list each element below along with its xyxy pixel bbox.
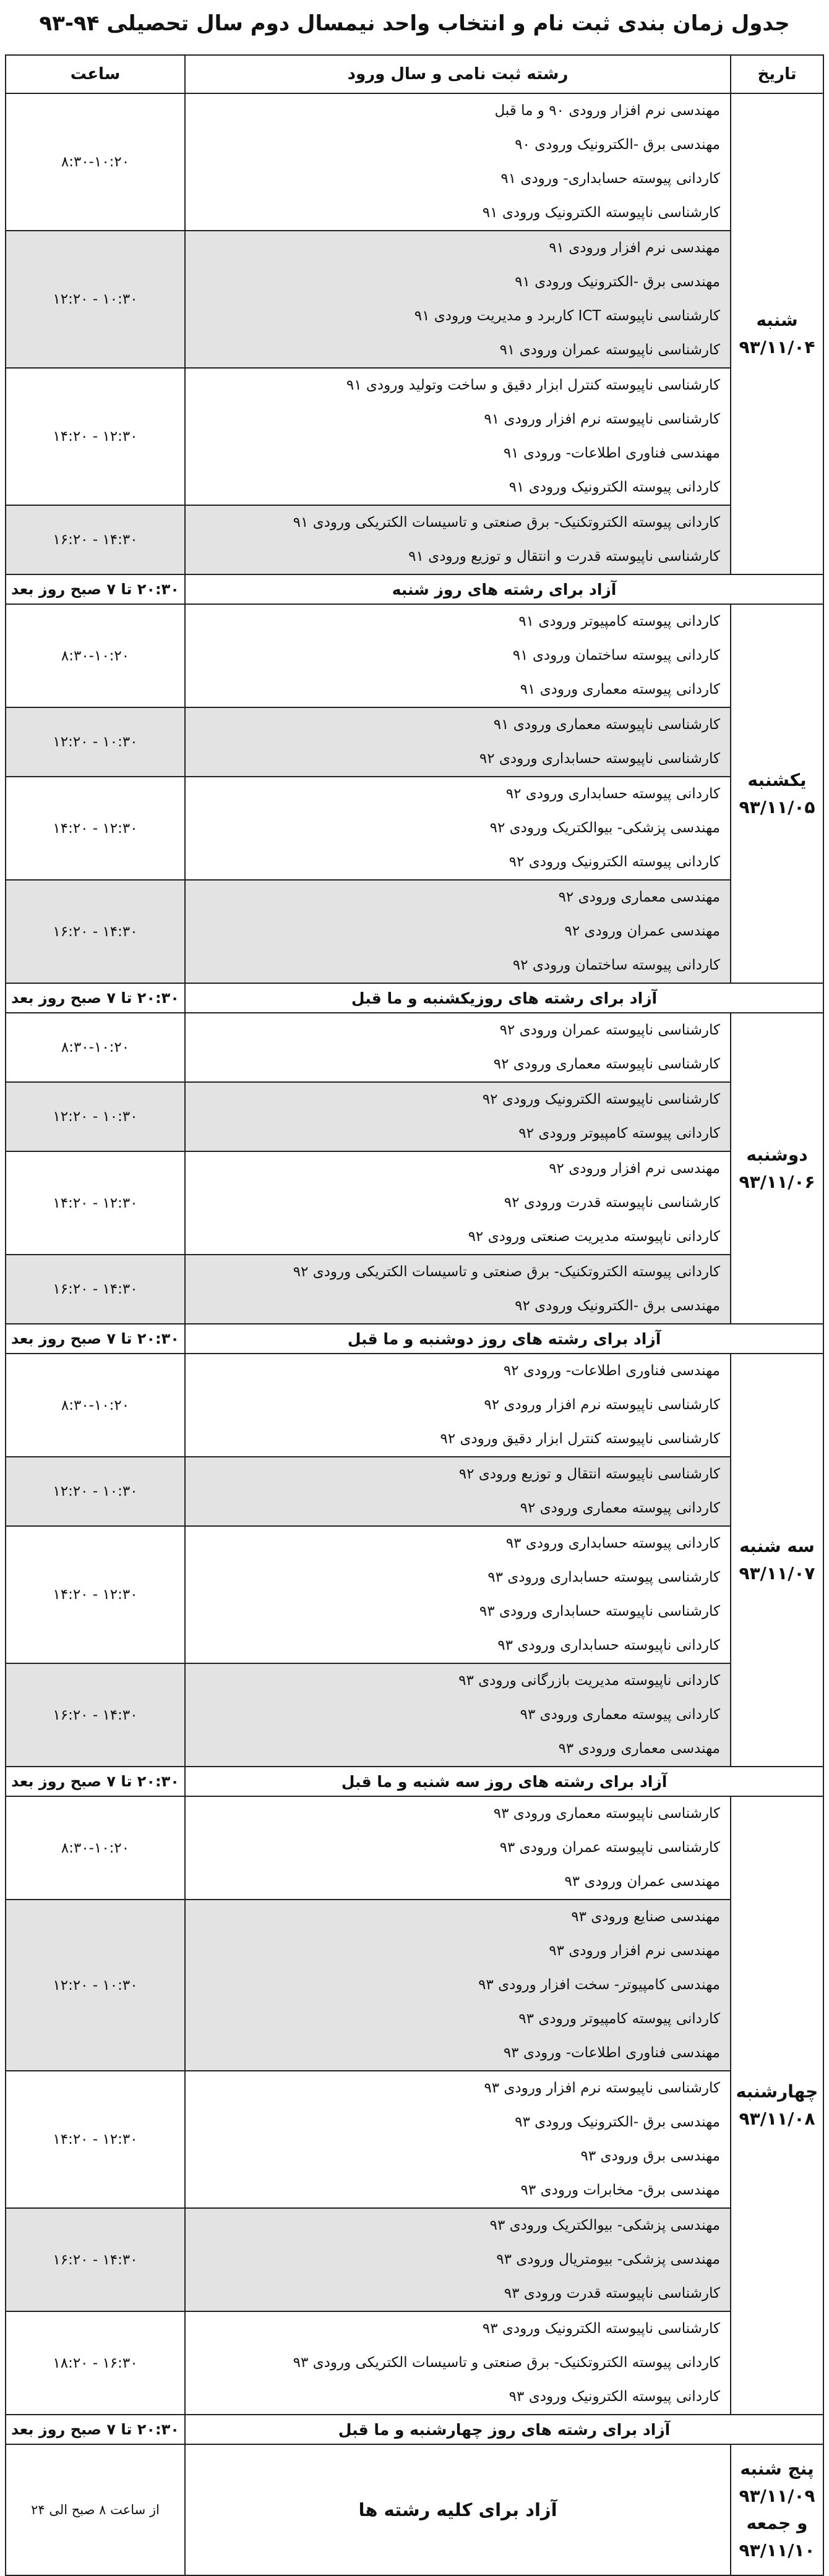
program-line: مهندسی برق -الکترونیک ورودی ۹۳ [515,2114,720,2130]
slot-row [6,505,823,574]
free-time: ۲۰:۳۰ تا ۷ صبح روز بعد [6,2415,185,2444]
time-cell: ۱۲:۳۰ - ۱۴:۲۰ [6,777,185,880]
program-line: کارشناسی ناپیوسته کنترل ابزار دقیق ورودی ۹۲ [440,1431,720,1447]
program-line: مهندسی نرم افزار ورودی ۹۰ و ما قبل [494,103,720,119]
slot-row [6,1796,823,1900]
program-line: مهندسی فناوری اطلاعات- ورودی ۹۱ [503,445,720,461]
slot-row [6,2071,823,2208]
time-cell: ۱۶:۳۰ - ۱۸:۲۰ [6,2311,185,2415]
time-cell: ۱۲:۳۰ - ۱۴:۲۰ [6,1151,185,1255]
program-line: کارشناسی ناپیوسته عمران ورودی ۹۳ [499,1840,720,1856]
free-time: ۲۰:۳۰ تا ۷ صبح روز بعد [6,1767,185,1796]
slot-row [6,1151,823,1255]
program-line: کاردانی پیوسته معماری ورودی ۹۲ [520,1500,720,1516]
free-label: آزاد برای رشته های روز سه شنبه و ما قبل [185,1767,823,1796]
time-cell: ۱۴:۳۰ - ۱۶:۲۰ [6,505,185,574]
programs-cell [185,368,731,505]
slot-row [6,1354,823,1457]
program-line: کاردانی پیوسته ساختمان ورودی ۹۱ [512,647,720,663]
day-date: ۹۳/۱۱/۰۴ [739,337,815,357]
program-line: مهندسی عمران ورودی ۹۳ [564,1874,720,1890]
program-line: مهندسی برق -الکترونیک ورودی ۹۱ [515,274,720,290]
slot-row [6,604,823,707]
slot-row [6,2208,823,2311]
weekend-date-line: ۹۳/۱۱/۱۰ [739,2540,815,2561]
free-time: ۲۰:۳۰ تا ۷ صبح روز بعد [6,574,185,604]
program-line: کارشناسی ناپیوسته عمران ورودی ۹۲ [499,1022,720,1038]
program-line: کاردانی پیوسته حسابداری ورودی ۹۳ [505,1535,720,1551]
programs-cell [185,880,731,983]
slot-row [6,1663,823,1767]
program-line: کاردانی ناپیوسته مدیریت صنعتی ورودی ۹۲ [468,1229,720,1245]
time-cell: ۱۰:۳۰ - ۱۲:۲۰ [6,1900,185,2071]
time-cell: ۸:۳۰-۱۰:۲۰ [6,1013,185,1082]
day-date: ۹۳/۱۱/۰۸ [739,2109,815,2129]
slot-row [6,2311,823,2415]
free-label: آزاد برای رشته های روزیکشنبه و ما قبل [185,983,823,1013]
day-name: یکشنبه [747,769,807,790]
program-line: کاردانی پیوسته الکترونیک ورودی ۹۲ [509,854,720,870]
time-cell: ۱۴:۳۰ - ۱۶:۲۰ [6,2208,185,2311]
program-line: کاردانی ناپیوسته حسابداری ورودی ۹۳ [497,1637,720,1653]
free-time: ۲۰:۳۰ تا ۷ صبح روز بعد [6,983,185,1013]
slot-row [6,1526,823,1663]
program-line: مهندسی برق- مخابرات ورودی ۹۳ [520,2182,720,2198]
program-line: کارشناسی ناپیوسته انتقال و توزیع ورودی ۹۲ [458,1466,720,1482]
day-cell [731,604,823,983]
programs-cell [185,2311,731,2415]
programs-cell [185,604,731,707]
free-row [6,574,823,604]
slot-row [6,1255,823,1324]
program-line: کارشناسی ناپیوسته حسابداری ورودی ۹۳ [479,1603,720,1619]
weekend-row [6,2444,823,2575]
program-line: کاردانی پیوسته کامپیوتر ورودی ۹۲ [518,1125,720,1141]
slot-row [6,368,823,505]
program-line: کارشناسی ناپیوسته الکترونیک ورودی ۹۱ [482,205,720,221]
programs-cell [185,93,731,231]
program-line: مهندسی برق -الکترونیک ورودی ۹۲ [515,1298,720,1314]
page-title: جدول زمان بندی ثبت نام و انتخاب واحد نیمسال دوم سال تحصیلی ۹۴-۹۳ [39,11,790,36]
day-cell [731,1796,823,2415]
free-row [6,1324,823,1354]
header-programs: رشته ثبت نامی و سال ورود [185,55,731,93]
program-line: کارشناسی ناپیوسته معماری ورودی ۹۱ [493,717,720,733]
free-row [6,1767,823,1796]
program-line: کاردانی پیوسته حسابداری- ورودی ۹۱ [500,171,720,187]
day-date: ۹۳/۱۱/۰۵ [739,796,815,817]
day-name: شنبه [756,310,798,330]
program-line: کاردانی پیوسته معماری ورودی ۹۳ [520,1707,720,1723]
program-line: کاردانی پیوسته الکترونیک ورودی ۹۱ [509,479,720,495]
day-cell [731,93,823,574]
program-line: کاردانی ناپیوسته مدیریت بازرگانی ورودی ۹۳ [458,1673,720,1689]
free-label: آزاد برای رشته های روز شنبه [185,574,823,604]
program-line: مهندسی عمران ورودی ۹۲ [564,923,720,939]
programs-cell [185,707,731,777]
program-line: مهندسی نرم افزار ورودی ۹۱ [549,240,720,256]
weekend-date-line: ۹۳/۱۱/۰۹ [739,2486,815,2506]
slot-row [6,707,823,777]
program-line: کارشناسی ناپیوسته قدرت و انتقال و توزیع ورودی ۹۱ [408,548,720,565]
time-cell: ۸:۳۰-۱۰:۲۰ [6,604,185,707]
program-line: مهندسی فناوری اطلاعات- ورودی ۹۲ [503,1363,720,1379]
program-line: مهندسی فناوری اطلاعات- ورودی ۹۳ [503,2045,720,2061]
weekend-date-line: و جمعه [746,2513,808,2533]
day-name: چهارشنبه [736,2081,818,2102]
time-cell: ۱۴:۳۰ - ۱۶:۲۰ [6,1663,185,1767]
program-line: کاردانی پیوسته الکترونیک ورودی ۹۳ [509,2389,720,2405]
time-cell: ۸:۳۰-۱۰:۲۰ [6,1796,185,1900]
programs-cell [185,1457,731,1526]
time-cell: ۱۰:۳۰ - ۱۲:۲۰ [6,1457,185,1526]
programs-cell [185,1526,731,1663]
program-line: مهندسی برق ورودی ۹۳ [580,2148,720,2164]
program-line: کاردانی پیوسته حسابداری ورودی ۹۲ [505,786,720,802]
weekend-date-cell [731,2444,823,2575]
programs-cell [185,1354,731,1457]
program-line: مهندسی پزشکی- بیوالکتریک ورودی ۹۲ [489,820,720,836]
program-line: مهندسی نرم افزار ورودی ۹۲ [549,1161,720,1177]
program-line: کارشناسی ناپیوسته الکترونیک ورودی ۹۲ [482,1091,720,1107]
program-line: کارشناسی ناپیوسته قدرت ورودی ۹۳ [504,2285,720,2301]
programs-cell [185,2071,731,2208]
program-line: کارشناسی ناپیوسته نرم افزار ورودی ۹۲ [484,1397,720,1413]
program-line: کارشناسی ناپیوسته نرم افزار ورودی ۹۱ [484,411,720,427]
time-cell: ۱۰:۳۰ - ۱۲:۲۰ [6,1082,185,1151]
free-label: آزاد برای رشته های روز دوشنبه و ما قبل [185,1324,823,1354]
day-name: سه شنبه [739,1536,815,1556]
program-line: مهندسی معماری ورودی ۹۳ [558,1741,720,1757]
weekend-time: از ساعت ۸ صبح الی ۲۴ [6,2444,185,2575]
slot-row [6,231,823,368]
program-line: مهندسی پزشکی- بیومتریال ورودی ۹۳ [496,2251,720,2267]
slot-row [6,1082,823,1151]
time-cell: ۸:۳۰-۱۰:۲۰ [6,93,185,231]
programs-cell [185,777,731,880]
slot-row [6,93,823,231]
program-line: مهندسی معماری ورودی ۹۲ [558,889,720,905]
time-cell: ۱۴:۳۰ - ۱۶:۲۰ [6,880,185,983]
day-cell [731,1354,823,1767]
programs-cell [185,1900,731,2071]
time-cell: ۱۰:۳۰ - ۱۲:۲۰ [6,231,185,368]
slot-row [6,1457,823,1526]
programs-cell [185,1663,731,1767]
time-cell: ۱۲:۳۰ - ۱۴:۲۰ [6,2071,185,2208]
weekend-date-line: پنج شنبه [740,2459,814,2479]
slot-row [6,880,823,983]
program-line: کارشناسی ناپیوسته عمران ورودی ۹۱ [499,342,720,358]
program-line: کارشناسی ناپیوسته حسابداری ورودی ۹۲ [479,751,720,767]
program-line: کارشناسی ناپیوسته کنترل ابزار دقیق و ساخت وتولید ورودی ۹۱ [346,377,720,393]
free-label: آزاد برای رشته های روز چهارشنبه و ما قبل [185,2415,823,2444]
header-row [6,55,823,93]
program-line: کارشناسی ناپیوسته معماری ورودی ۹۳ [493,1806,720,1822]
programs-cell [185,1013,731,1082]
program-line: کارشناسی ناپیوسته نرم افزار ورودی ۹۳ [484,2080,720,2096]
program-line: کاردانی پیوسته الکتروتکنیک- برق صنعتی و تاسیسات الکتریکی ورودی ۹۱ [293,514,720,531]
program-line: مهندسی کامپیوتر- سخت افزار ورودی ۹۳ [478,1977,720,1993]
programs-cell [185,1255,731,1324]
day-date: ۹۳/۱۱/۰۷ [739,1563,815,1584]
slot-row [6,1900,823,2071]
schedule-body [6,93,823,2575]
time-cell: ۱۰:۳۰ - ۱۲:۲۰ [6,707,185,777]
time-cell: ۱۴:۳۰ - ۱۶:۲۰ [6,1255,185,1324]
program-line: کارشناسی ناپیوسته ICT کاربرد و مدیریت ورودی ۹۱ [414,308,720,324]
weekend-label: آزاد برای کلیه رشته ها [185,2444,731,2575]
programs-cell [185,1151,731,1255]
program-line: کارشناسی ناپیوسته معماری ورودی ۹۲ [493,1056,720,1072]
free-row [6,983,823,1013]
time-cell: ۱۲:۳۰ - ۱۴:۲۰ [6,1526,185,1663]
schedule-table [5,54,824,2576]
time-cell: ۸:۳۰-۱۰:۲۰ [6,1354,185,1457]
programs-cell [185,1796,731,1900]
slot-row [6,777,823,880]
free-time: ۲۰:۳۰ تا ۷ صبح روز بعد [6,1324,185,1354]
day-cell [731,1013,823,1324]
program-line: کارشناسی پیوسته حسابداری ورودی ۹۳ [488,1569,720,1585]
program-line: کاردانی پیوسته الکتروتکنیک- برق صنعتی و تاسیسات الکتریکی ورودی ۹۲ [293,1264,720,1280]
program-line: کارشناسی ناپیوسته قدرت ورودی ۹۲ [504,1195,720,1211]
day-date: ۹۳/۱۱/۰۶ [739,1171,815,1192]
program-line: کاردانی پیوسته معماری ورودی ۹۱ [520,681,720,697]
program-line: مهندسی صنایع ورودی ۹۳ [571,1909,720,1925]
programs-cell [185,1082,731,1151]
header-date: تاریخ [731,55,823,93]
free-row [6,2415,823,2444]
day-name: دوشنبه [746,1144,808,1165]
program-line: کاردانی پیوسته کامپیوتر ورودی ۹۳ [518,2011,720,2027]
time-cell: ۱۲:۳۰ - ۱۴:۲۰ [6,368,185,505]
program-line: کاردانی پیوسته ساختمان ورودی ۹۲ [512,957,720,973]
programs-cell [185,231,731,368]
program-line: مهندسی نرم افزار ورودی ۹۳ [549,1943,720,1959]
program-line: کاردانی پیوسته الکتروتکنیک- برق صنعتی و تاسیسات الکتریکی ورودی ۹۳ [293,2355,720,2371]
programs-cell [185,2208,731,2311]
program-line: مهندسی برق -الکترونیک ورودی ۹۰ [515,137,720,153]
slot-row [6,1013,823,1082]
program-line: مهندسی پزشکی- بیوالکتریک ورودی ۹۳ [489,2217,720,2233]
program-line: کارشناسی ناپیوسته الکترونیک ورودی ۹۳ [482,2321,720,2337]
header-time: ساعت [6,55,185,93]
programs-cell [185,505,731,574]
program-line: کاردانی پیوسته کامپیوتر ورودی ۹۱ [518,613,720,629]
